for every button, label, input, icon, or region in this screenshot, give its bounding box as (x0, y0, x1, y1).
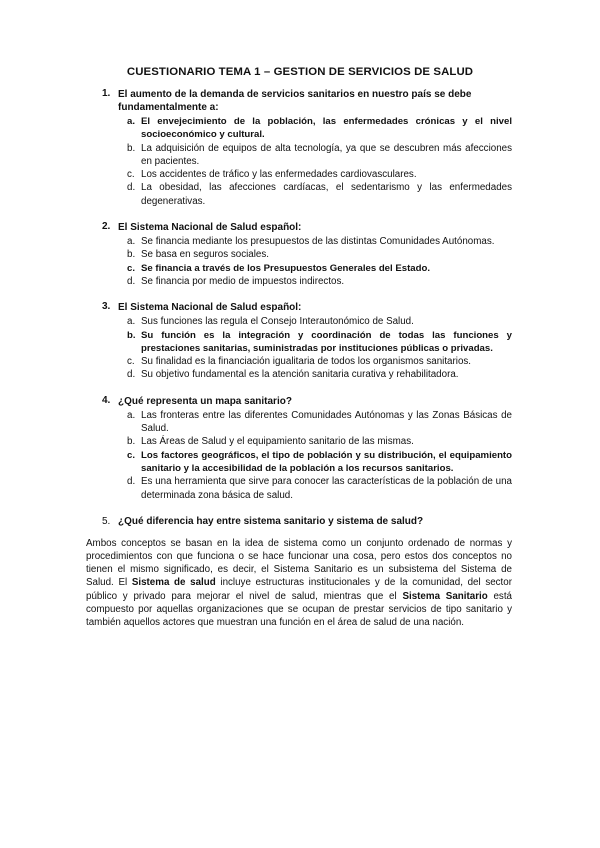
question-text: ¿Qué representa un mapa sanitario? (118, 395, 292, 407)
question-1 (88, 88, 512, 208)
option-d (118, 475, 512, 502)
question-3 (88, 301, 512, 381)
question-text: El aumento de la demanda de servicios sanitarios en nuestro país se debe fundamentalmente a: (118, 89, 472, 113)
option-letter: d. (127, 275, 136, 287)
option-letter: c. (127, 356, 135, 368)
option-b-correct (118, 329, 512, 356)
term-sistema-de-salud: Sistema de salud (131, 577, 216, 589)
option-list (118, 409, 512, 502)
option-a-correct (118, 115, 512, 142)
term-sistema-sanitario: Sistema Sanitario (402, 590, 488, 602)
option-b (118, 142, 512, 169)
question-text: ¿Qué diferencia hay entre sistema sanitario y sistema de salud? (118, 515, 424, 527)
option-list (118, 315, 512, 381)
option-letter: d. (127, 476, 136, 488)
answer-text-part1: Ambos conceptos se basan en la idea de sistema como un conjunto ordenado de normas y procedimientos con que funciona o se hace funcionar una cosa, pero estos dos conceptos no tienen el mismo significado, es decir, el Sistema Sanitario es un subsistema del Sistema de Salud. El (86, 537, 512, 589)
option-letter: b. (127, 249, 136, 261)
option-text: Las Áreas de Salud y el equipamiento sanitario de las mismas. (141, 436, 414, 448)
option-a (118, 409, 512, 436)
option-list (118, 235, 512, 288)
option-d (118, 368, 512, 381)
answer-text-part2: incluye estructuras institucionales y de la comunidad, del sector público y privado para mejorar el nivel de salud, mientras que el (86, 577, 512, 602)
question-text: El Sistema Nacional de Salud español: (118, 222, 302, 234)
option-letter: a. (127, 316, 136, 328)
question-number: 4. (102, 394, 111, 406)
option-letter: d. (127, 369, 136, 381)
option-letter: c. (127, 449, 136, 461)
option-b (118, 435, 512, 448)
option-text: La adquisición de equipos de alta tecnología, ya que se descubren más afecciones en pacientes. (141, 142, 512, 167)
option-text: La obesidad, las afecciones cardíacas, el sedentarismo y las enfermedades degenerativas. (141, 182, 512, 207)
question-text: El Sistema Nacional de Salud español: (118, 302, 302, 314)
option-c-correct (118, 262, 512, 275)
option-text: Se basa en seguros sociales. (141, 249, 269, 261)
option-text: Los accidentes de tráfico y las enfermedades cardiovasculares. (141, 169, 417, 181)
option-letter: d. (127, 182, 136, 194)
option-text: Su función es la integración y coordinación de todas las funciones y prestaciones sanitarias, suministradas por instituciones públicas o privadas. (141, 329, 512, 354)
option-d (118, 275, 512, 288)
option-list (118, 115, 512, 208)
question-number: 5. (102, 515, 111, 527)
option-text: Se financia mediante los presupuestos de las distintas Comunidades Autónomas. (141, 236, 495, 248)
option-text: Se financia por medio de impuestos indirectos. (141, 275, 345, 287)
option-a (118, 235, 512, 248)
answer-paragraph (86, 537, 512, 629)
option-text: Los factores geográficos, el tipo de población y su distribución, el equipamiento sanitario y la accesibilidad de la población a los recursos sanitarios. (141, 449, 512, 474)
option-text: Sus funciones las regula el Consejo Interautonómico de Salud. (141, 316, 414, 328)
option-letter: b. (127, 436, 136, 448)
question-number: 2. (102, 221, 111, 233)
option-letter: a. (127, 116, 136, 127)
question-4 (88, 395, 512, 502)
option-letter: b. (127, 329, 136, 341)
option-text: Su finalidad es la financiación igualitaria de todos los organismos sanitarios. (141, 356, 472, 368)
question-2 (88, 221, 512, 288)
page-title: CUESTIONARIO TEMA 1 – GESTION DE SERVICIOS DE SALUD (126, 66, 474, 78)
option-text: Se financia a través de los Presupuestos Generales del Estado. (141, 262, 430, 274)
option-letter: c. (127, 262, 136, 274)
option-text: Es una herramienta que sirve para conocer las características de la población de una determinada zona básica de salud. (141, 476, 512, 501)
option-letter: a. (127, 236, 136, 248)
option-text: Las fronteras entre las diferentes Comunidades Autónomas y las Zonas Básicas de Salud. (141, 409, 512, 435)
option-d (118, 181, 512, 208)
option-c (118, 355, 512, 368)
option-b (118, 248, 512, 261)
option-c-correct (118, 449, 512, 476)
option-letter: b. (127, 142, 136, 154)
option-letter: a. (127, 409, 136, 421)
question-5 (88, 515, 512, 528)
option-text: El envejecimiento de la población, las enfermedades crónicas y el nivel socioeconómico y cultural. (141, 116, 512, 141)
answer-text-part3: está compuesto por aquellas organizaciones que se ocupan de prestar servicios de tipo sanitario y también aquellos actores que muestran una función en el área de salud de una nación. (86, 590, 513, 629)
option-letter: c. (127, 169, 135, 181)
question-number: 3. (102, 301, 111, 313)
option-c (118, 168, 512, 181)
question-number: 1. (102, 88, 111, 99)
option-text: Su objetivo fundamental es la atención sanitaria curativa y rehabilitadora. (141, 369, 459, 381)
option-a (118, 315, 512, 328)
